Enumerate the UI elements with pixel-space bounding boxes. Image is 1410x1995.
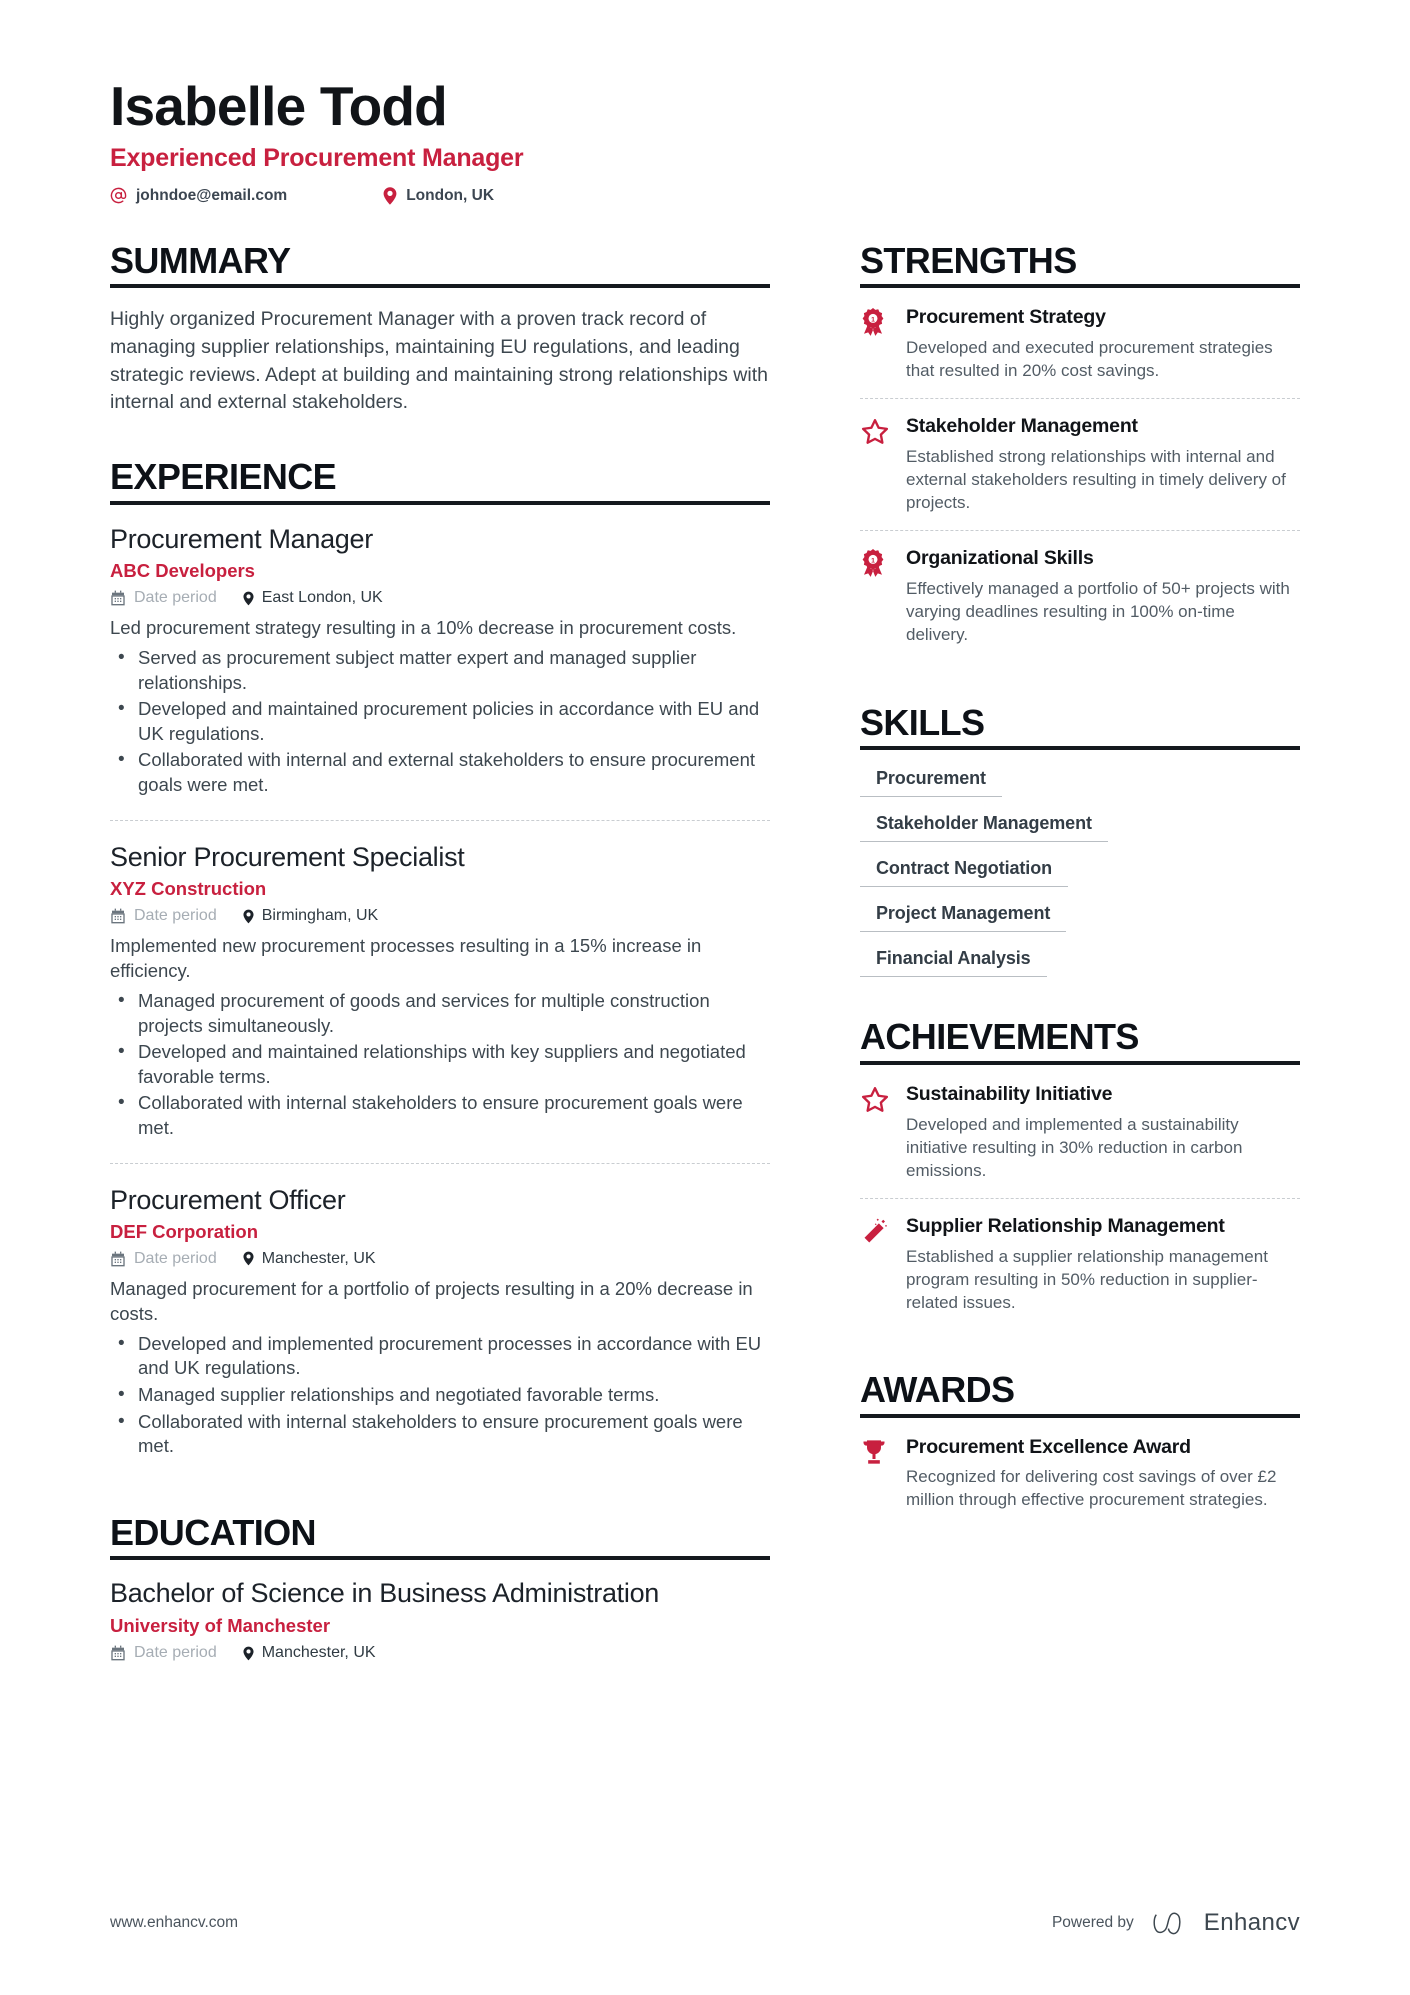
experience-location xyxy=(243,1250,376,1268)
list-item: • Collaborated with internal stakeholders to ensure procurement goals were met. xyxy=(110,1410,770,1459)
strength-item xyxy=(860,306,1300,398)
section-rule xyxy=(110,284,770,288)
footer-website[interactable]: www.enhancv.com xyxy=(110,1914,239,1931)
strength-item xyxy=(860,530,1300,662)
strength-description: Developed and executed procurement strategies that resulted in 20% cost savings. xyxy=(906,338,1273,381)
strength-title: Stakeholder Management xyxy=(906,415,1138,438)
award-title: Procurement Excellence Award xyxy=(906,1435,1191,1458)
section-rule xyxy=(860,284,1300,288)
award-description: Recognized for delivering cost savings of over £2 million through effective procurement strategies. xyxy=(906,1467,1277,1510)
experience-meta xyxy=(110,1250,770,1268)
section-rule xyxy=(110,1556,770,1560)
list-item: • Developed and maintained procurement policies in accordance with EU and UK regulations. xyxy=(110,697,770,746)
experience-date[interactable] xyxy=(110,907,217,925)
calendar-icon xyxy=(110,1251,126,1267)
experience-role: Procurement Officer xyxy=(110,1184,346,1215)
experience-entry xyxy=(110,523,770,812)
strength-item xyxy=(860,398,1300,530)
award-medal-icon xyxy=(860,547,906,646)
achievement-title: Supplier Relationship Management xyxy=(906,1214,1225,1237)
skill-label: Contract Negotiation xyxy=(860,858,1068,887)
page-title: Isabelle Todd xyxy=(110,75,447,137)
section-strengths-heading: STRENGTHS xyxy=(860,239,1077,281)
section-achievements xyxy=(860,1017,1300,1330)
experience-role: Procurement Manager xyxy=(110,523,373,554)
strength-title: Organizational Skills xyxy=(906,547,1094,570)
contact-row xyxy=(110,187,1300,205)
experience-location xyxy=(243,589,383,607)
calendar-icon xyxy=(110,1645,126,1661)
education-date-value: Date period xyxy=(134,1644,217,1662)
experience-meta xyxy=(110,589,770,607)
experience-entry xyxy=(110,820,770,1155)
svg-text:1: 1 xyxy=(871,316,875,324)
strength-body xyxy=(906,547,1300,646)
achievement-description: Established a supplier relationship management program resulting in 50% reduction in supplier-related issues. xyxy=(906,1246,1268,1312)
contact-email[interactable] xyxy=(110,187,287,205)
experience-date-value: Date period xyxy=(134,1249,217,1267)
brand-name: Enhancv xyxy=(1203,1909,1300,1936)
experience-company: DEF Corporation xyxy=(110,1220,258,1242)
experience-date-value: Date period xyxy=(134,907,217,924)
experience-entry xyxy=(110,1163,770,1473)
list-item: • Managed procurement of goods and services for multiple construction projects simultaneously. xyxy=(110,989,770,1038)
location-pin-icon xyxy=(243,1646,254,1661)
strength-description: Established strong relationships with internal and external stakeholders resulting in timely delivery of projects. xyxy=(906,447,1286,513)
magic-wand-icon xyxy=(860,1215,906,1314)
contact-location-value: London, UK xyxy=(406,186,495,204)
list-item: • Developed and maintained relationships with key suppliers and negotiated favorable terms. xyxy=(110,1040,770,1089)
contact-location xyxy=(383,187,494,205)
location-pin-icon xyxy=(243,591,254,606)
achievement-item xyxy=(860,1198,1300,1330)
experience-date[interactable] xyxy=(110,1250,217,1268)
resume-body xyxy=(110,241,1300,1679)
skill-label: Financial Analysis xyxy=(860,948,1047,977)
enhancv-logo-icon xyxy=(1152,1910,1194,1936)
experience-role: Senior Procurement Specialist xyxy=(110,841,465,872)
skill-label: Project Management xyxy=(860,903,1066,932)
experience-location xyxy=(243,907,378,925)
section-skills-heading: SKILLS xyxy=(860,701,985,743)
award-medal-icon xyxy=(860,306,906,382)
resume-header xyxy=(110,75,1300,205)
achievement-item xyxy=(860,1083,1300,1198)
section-skills xyxy=(860,703,1300,978)
section-education xyxy=(110,1513,770,1674)
experience-description: Implemented new procurement processes resulting in a 15% increase in efficiency. xyxy=(110,935,702,981)
award-item xyxy=(860,1436,1300,1528)
section-summary xyxy=(110,241,770,417)
education-location-value: Manchester, UK xyxy=(261,1644,376,1662)
list-item: • Managed supplier relationships and negotiated favorable terms. xyxy=(110,1383,770,1408)
calendar-icon xyxy=(110,590,126,606)
section-awards xyxy=(860,1370,1300,1528)
location-pin-icon xyxy=(243,1251,254,1266)
education-location xyxy=(243,1644,376,1662)
experience-location-value: East London, UK xyxy=(261,589,383,607)
section-rule xyxy=(860,1061,1300,1065)
experience-meta xyxy=(110,907,770,925)
section-summary-heading: SUMMARY xyxy=(110,239,291,281)
list-item: • Collaborated with internal stakeholders to ensure procurement goals were met. xyxy=(110,1091,770,1140)
achievement-body xyxy=(906,1083,1300,1182)
experience-company: ABC Developers xyxy=(110,560,255,582)
section-rule xyxy=(110,501,770,505)
award-body xyxy=(906,1436,1300,1512)
section-strengths xyxy=(860,241,1300,663)
star-outline-icon xyxy=(860,1083,906,1182)
section-experience xyxy=(110,457,770,1473)
strength-title: Procurement Strategy xyxy=(906,306,1106,329)
skill-item xyxy=(860,858,1300,887)
achievement-body xyxy=(906,1215,1300,1314)
list-item: • Served as procurement subject matter expert and managed supplier relationships. xyxy=(110,646,770,695)
education-date[interactable] xyxy=(110,1644,217,1662)
experience-description: Managed procurement for a portfolio of projects resulting in a 20% decrease in costs. xyxy=(110,1277,753,1324)
list-item: • Collaborated with internal and external stakeholders to ensure procurement goals were met. xyxy=(110,748,770,797)
strength-body xyxy=(906,415,1300,514)
location-pin-icon xyxy=(243,909,254,924)
skill-label: Stakeholder Management xyxy=(860,813,1108,842)
experience-bullets xyxy=(110,1332,770,1459)
experience-date-value: Date period xyxy=(134,589,217,607)
calendar-icon xyxy=(110,908,126,924)
skill-label: Procurement xyxy=(860,768,1002,797)
page-footer xyxy=(110,1909,1300,1937)
contact-email-value: johndoe@email.com xyxy=(136,186,288,204)
section-awards-heading: AWARDS xyxy=(860,1368,1015,1410)
section-experience-heading: EXPERIENCE xyxy=(110,456,337,498)
powered-by xyxy=(1052,1909,1300,1937)
skill-item xyxy=(860,903,1300,932)
experience-location-value: Manchester, UK xyxy=(261,1249,376,1267)
strength-body xyxy=(906,306,1300,382)
education-degree: Bachelor of Science in Business Administration xyxy=(110,1578,659,1609)
location-pin-icon xyxy=(383,187,397,205)
strength-description: Effectively managed a portfolio of 50+ projects with varying deadlines resulting in 100% on-time delivery. xyxy=(906,579,1290,645)
svg-text:1: 1 xyxy=(871,557,875,565)
experience-location-value: Birmingham, UK xyxy=(261,907,379,924)
right-column xyxy=(860,241,1300,1532)
skill-item xyxy=(860,813,1300,842)
section-rule xyxy=(860,746,1300,750)
section-achievements-heading: ACHIEVEMENTS xyxy=(860,1016,1139,1058)
experience-date[interactable] xyxy=(110,589,217,607)
section-rule xyxy=(860,1414,1300,1418)
experience-description: Led procurement strategy resulting in a 10% decrease in procurement costs. xyxy=(110,617,737,639)
job-title: Experienced Procurement Manager xyxy=(110,143,524,172)
experience-bullets xyxy=(110,989,770,1141)
summary-text: Highly organized Procurement Manager with a proven track record of managing supplier relationships, maintaining EU regulations, and leading strategic reviews. Adept at building and maintaining strong relationships with internal and external stakeholders. xyxy=(110,308,768,414)
skill-item xyxy=(860,768,1300,797)
skill-item xyxy=(860,948,1300,977)
star-outline-icon xyxy=(860,415,906,514)
education-institution: University of Manchester xyxy=(110,1615,331,1637)
experience-bullets xyxy=(110,646,770,798)
achievement-title: Sustainability Initiative xyxy=(906,1082,1113,1105)
list-item: • Developed and implemented procurement processes in accordance with EU and UK regulations. xyxy=(110,1332,770,1381)
left-column xyxy=(110,241,770,1679)
at-icon xyxy=(110,187,127,204)
trophy-icon xyxy=(860,1436,906,1512)
section-education-heading: EDUCATION xyxy=(110,1511,316,1553)
education-meta xyxy=(110,1644,770,1662)
experience-company: XYZ Construction xyxy=(110,878,267,899)
powered-by-label: Powered by xyxy=(1051,1914,1134,1931)
achievement-description: Developed and implemented a sustainability initiative resulting in 30% reduction in carbon emissions. xyxy=(906,1114,1243,1180)
education-entry xyxy=(110,1578,770,1674)
